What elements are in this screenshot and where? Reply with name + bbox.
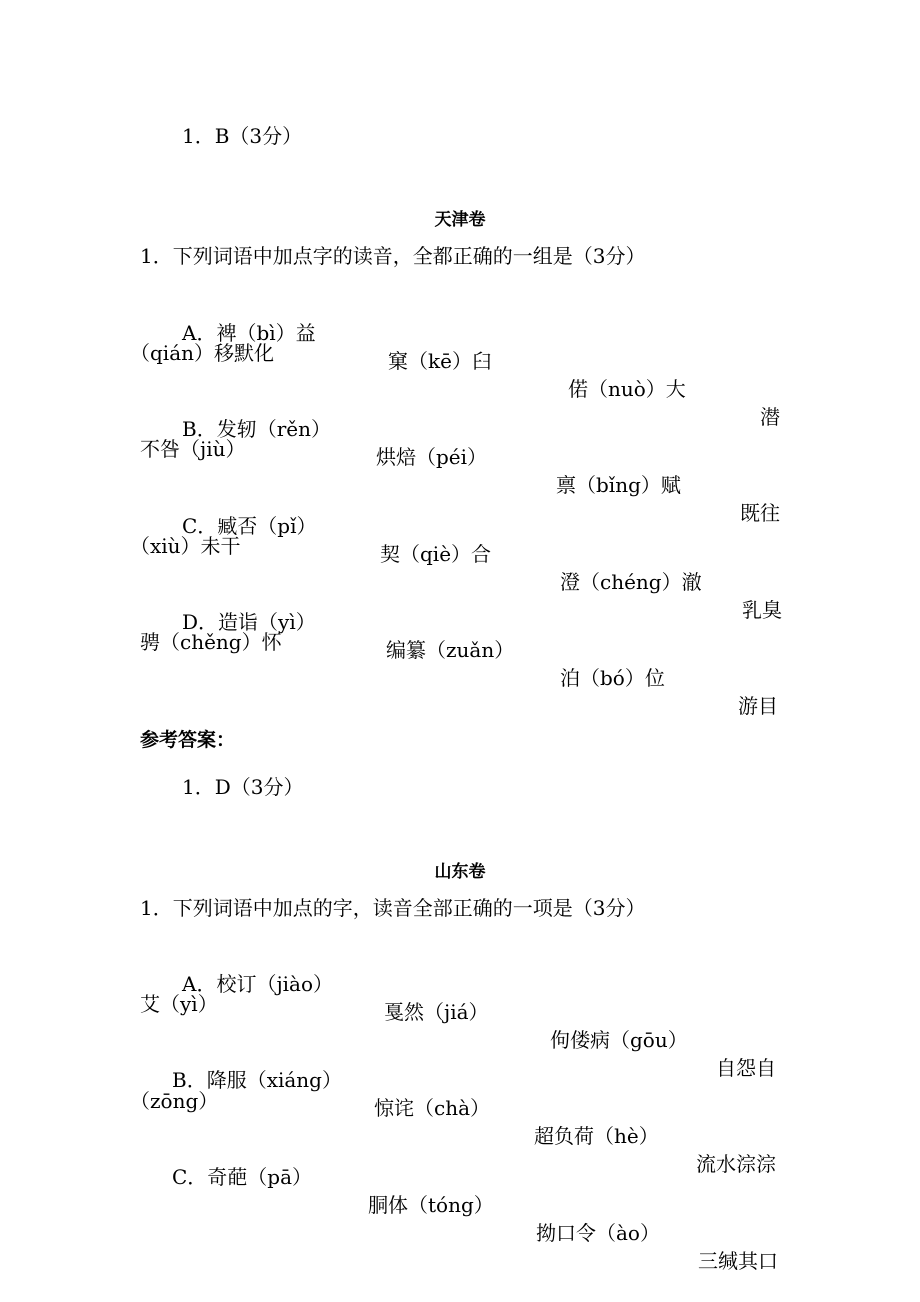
option-c-item-3: 拗口令（ào） (536, 1221, 660, 1245)
option-b-item-4: 流水淙淙 (696, 1152, 776, 1176)
answer-label: 参考答案： (140, 729, 236, 751)
option-b-item-3: 超负荷（hè） (534, 1124, 659, 1148)
question-shandong: 1．下列词语中加点的字，读音全部正确的一项是（3分） (140, 896, 646, 920)
section-title-tianjin: 天津卷 (434, 210, 486, 230)
option-a-continuation: （qián）移默化 (130, 341, 275, 365)
option-a-item-2: 窠（kē）臼 (388, 349, 492, 373)
option-b-item-3: 禀（bǐng）赋 (556, 473, 681, 497)
option-a-item-1: A．裨（bì）益 (182, 321, 316, 345)
option-c-item-2: 契（qiè）合 (380, 542, 492, 566)
option-d-item-4: 游目 (738, 694, 778, 718)
option-c-shandong (0, 1135, 920, 1275)
option-d-item-1: D．造诣（yì） (182, 610, 316, 634)
option-a-item-1: A．校订（jiào） (182, 972, 334, 996)
answer-tianjin: 1．D（3分） (182, 775, 304, 799)
option-c-item-4: 三缄其口 (698, 1249, 778, 1273)
option-a-item-2: 戛然（jiá） (384, 1000, 489, 1024)
option-a-item-3: 佝偻病（gōu） (550, 1028, 688, 1052)
option-c-item-4: 乳臭 (742, 598, 782, 622)
option-d-item-3: 泊（bó）位 (560, 666, 665, 690)
question-tianjin: 1．下列词语中加点字的读音，全都正确的一组是（3分） (140, 244, 646, 268)
option-d-continuation: 骋（chěng）怀 (140, 630, 282, 654)
section-title-shandong: 山东卷 (434, 862, 486, 882)
option-c-item-2: 胴体（tóng） (368, 1193, 494, 1217)
option-d-tianjin (0, 580, 920, 720)
option-b-item-2: 烘焙（péi） (376, 445, 488, 469)
option-c-item-1: C．奇葩（pā） (172, 1165, 313, 1189)
option-a-continuation: 艾（yì） (140, 992, 218, 1016)
option-b-item-2: 惊诧（chà） (374, 1096, 491, 1120)
option-c-item-3: 澄（chéng）澈 (560, 570, 702, 594)
option-b-continuation: （zōng） (130, 1089, 219, 1113)
option-a-item-4: 潜 (760, 405, 780, 429)
option-a-item-3: 偌（nuò）大 (568, 377, 686, 401)
option-c-continuation: （xiù）未干 (130, 534, 241, 558)
option-b-item-1: B．降服（xiáng） (172, 1068, 342, 1092)
option-d-item-2: 编纂（zuǎn） (386, 638, 515, 662)
option-a-item-4: 自怨自 (716, 1056, 776, 1080)
option-c-item-1: C．臧否（pǐ） (182, 514, 317, 538)
previous-answer: 1．B（3分） (182, 124, 303, 148)
option-b-item-4: 既往 (740, 501, 780, 525)
option-b-continuation: 不咎（jiù） (140, 437, 246, 461)
option-b-item-1: B．发轫（rěn） (182, 417, 331, 441)
